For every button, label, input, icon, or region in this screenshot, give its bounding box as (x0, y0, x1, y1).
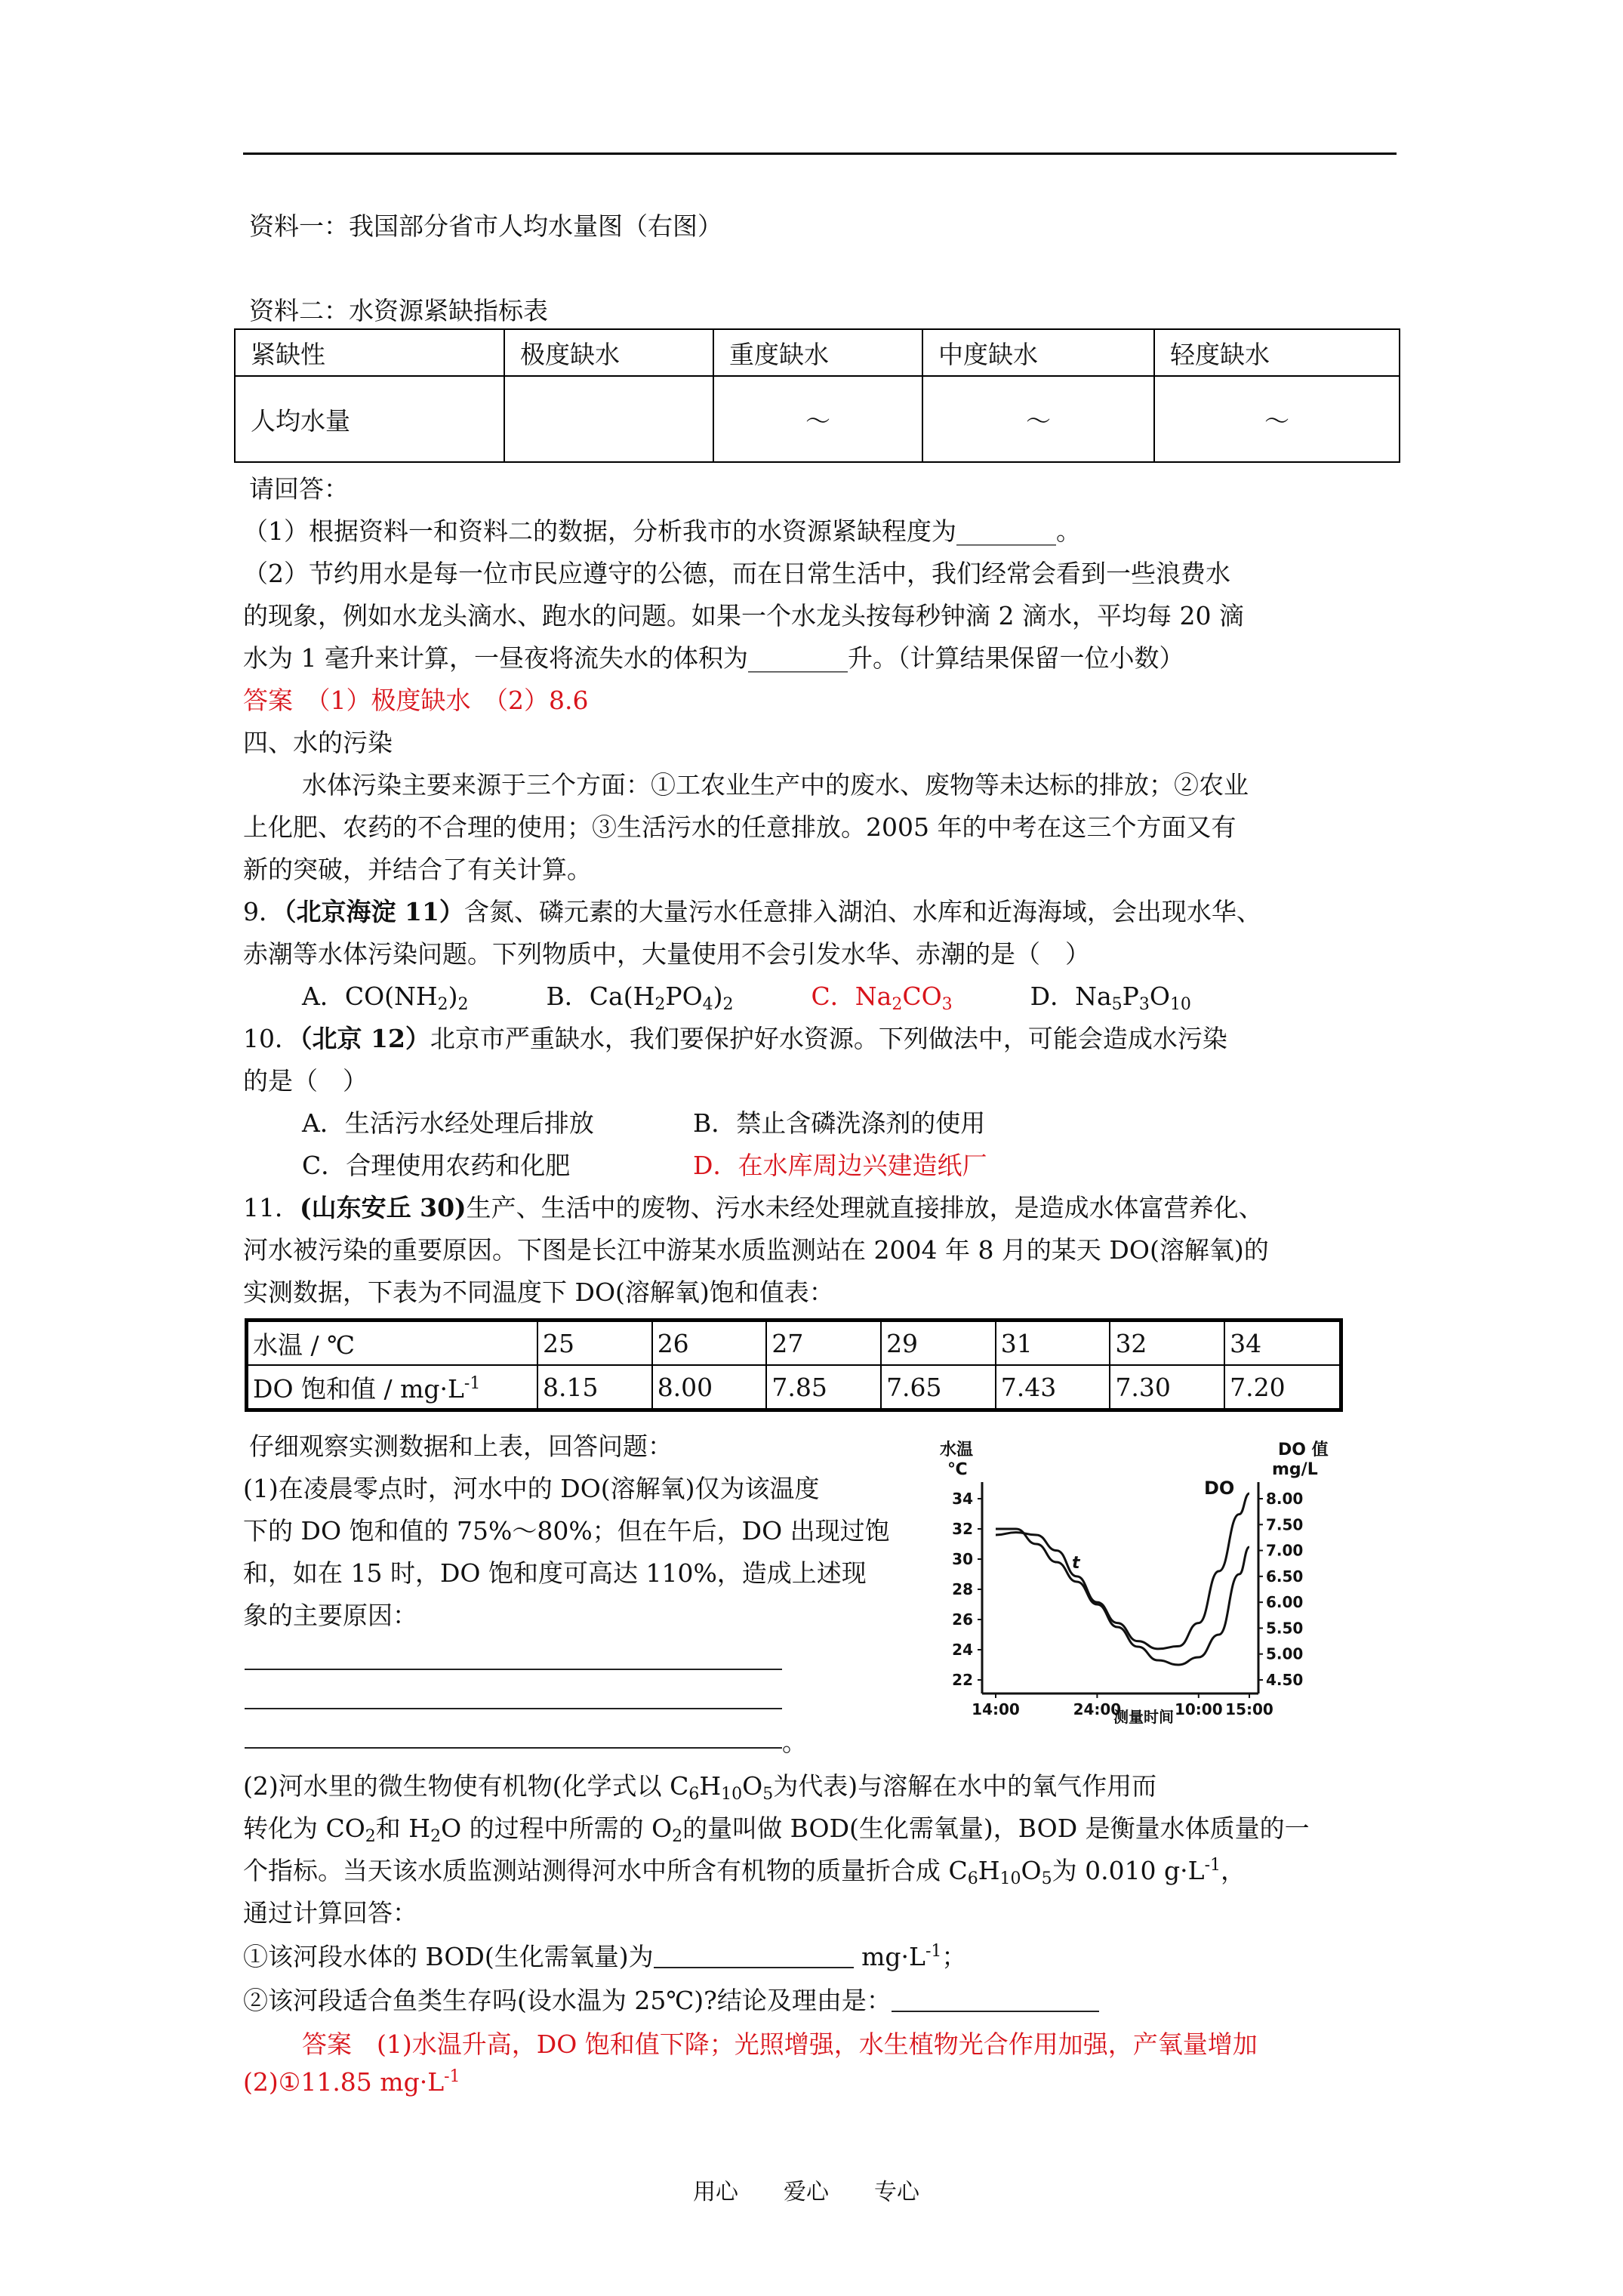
calc-question-2: ②该河段适合鱼类生存吗(设水温为 25℃)?结论及理由是： (243, 1981, 1099, 2017)
y-left-tick-label: 30 (952, 1550, 973, 1568)
series-line-DO (996, 1493, 1249, 1649)
table-cell: 34 (1224, 1321, 1341, 1366)
series-line-t (996, 1529, 1249, 1665)
prompt-label: 请回答： (249, 474, 349, 504)
question-9-line-2: 赤潮等水体污染问题。下列物质中，大量使用不会引发水华、赤潮的是（ ） (243, 939, 1090, 969)
y-left-tick-label: 34 (952, 1490, 973, 1508)
question-source: (山东安丘 30) (300, 1193, 467, 1222)
page-footer: 用心 爱心 专心 (693, 2179, 919, 2205)
series-label-t: t (1072, 1554, 1080, 1573)
subquestion-1-line: 象的主要原因： (243, 1601, 417, 1630)
subquestion-2-line-1: (2)河水里的微生物使有机物(化学式以 $C_6H_{10}O_5$为代表)与溶解在水中的氧气作用而 (243, 1771, 1157, 1804)
question-number: 11． (243, 1193, 300, 1222)
y-left-tick-label: 24 (952, 1641, 973, 1659)
answer-blank (245, 1669, 782, 1670)
question-source: （北京 12） (300, 1024, 430, 1053)
series-label-DO: DO (1204, 1478, 1235, 1499)
option-c: C．合理使用农药和化肥 (302, 1151, 571, 1180)
question-1: （1）根据资料一和资料二的数据，分析我市的水资源紧缺程度为________。 (243, 516, 1081, 546)
question-9-line-1 (243, 892, 1261, 928)
table-cell (504, 376, 713, 462)
question-source: （北京海淀 11） (284, 897, 464, 926)
table-cell: ～ (713, 376, 922, 462)
question-number: 9． (243, 897, 284, 926)
question-2-line-2: 的现象，例如水龙头滴水、跑水的问题。如果一个水龙头按每秒钟滴 2 滴水，平均每 20 滴 (243, 601, 1244, 630)
y-right-tick-label: 5.50 (1266, 1619, 1304, 1638)
option-c: C．$Na_2CO_3$ (811, 982, 953, 1014)
subquestion-1-line: 下的 DO 饱和值的 75%～80%；但在午后，DO 出现过饱 (243, 1516, 890, 1546)
subquestion-1-line: 和，如在 15 时，DO 饱和度可高达 110%，造成上述现 (243, 1558, 867, 1588)
y-right-tick-label: 7.00 (1266, 1541, 1304, 1560)
y-right-tick-label: 6.00 (1266, 1593, 1304, 1612)
answer-1: 答案 （1）极度缺水 （2）8.6 (243, 686, 589, 715)
question-11-line-1 (243, 1188, 1264, 1224)
option-d: D．在水库周边兴建造纸厂 (693, 1151, 987, 1180)
y-left-tick-label: 28 (952, 1580, 973, 1598)
question-10-line-1 (243, 1019, 1227, 1055)
table-row-label: 水温 / ℃ (247, 1321, 538, 1366)
observe-instruction: 仔细观察实测数据和上表，回答问题： (249, 1432, 673, 1461)
x-tick-label: 10:00 (1174, 1700, 1223, 1718)
table-header-cell: 重度缺水 (713, 329, 922, 376)
calc-question-1: ①该河段水体的 BOD(生化需氧量)为 $mg\cdot L^{-1}$； (243, 1942, 967, 1971)
answer-blank (245, 1708, 782, 1709)
y-left-tick-label: 26 (952, 1610, 973, 1629)
x-tick-label: 15:00 (1225, 1700, 1273, 1718)
y-left-tick-label: 32 (952, 1520, 973, 1538)
section-heading: 四、水的污染 (243, 728, 393, 757)
table-cell: 27 (766, 1321, 881, 1366)
table-cell: 7.65 (881, 1365, 996, 1410)
table-cell: 8.00 (652, 1365, 767, 1410)
question-2-line-3: 水为 1 毫升来计算，一昼夜将流失水的体积为________升。（计算结果保留一位小数） (243, 643, 1184, 673)
table-cell: 32 (1110, 1321, 1224, 1366)
question-11-line-3: 实测数据，下表为不同温度下 DO(溶解氧)饱和值表： (243, 1277, 834, 1307)
y-right-tick-label: 7.50 (1266, 1515, 1304, 1534)
answer-2-line-1: 答案 (1)水温升高，DO 饱和值下降；光照增强，水生植物光合作用加强，产氧量增加 (302, 2029, 1258, 2059)
header-rule (243, 153, 1397, 155)
table-cell: ～ (1154, 376, 1400, 462)
question-9-options (302, 977, 1191, 1012)
y-left-unit: ℃ (947, 1460, 968, 1479)
y-left-tick-label: 22 (952, 1671, 973, 1689)
table-cell: 25 (537, 1321, 652, 1366)
table-cell: 7.85 (766, 1365, 881, 1410)
subquestion-2-line-4: 通过计算回答： (243, 1898, 417, 1928)
material-one: 资料一：我国部分省市人均水量图（右图） (249, 211, 722, 241)
y-right-tick-label: 6.50 (1266, 1567, 1304, 1586)
y-right-label: DO 值 (1278, 1441, 1329, 1459)
paragraph-line: 新的突破，并结合了有关计算。 (243, 855, 592, 884)
option-a: A．$CO(NH_2)_2$ (302, 982, 469, 1014)
y-right-tick-label: 5.00 (1266, 1644, 1304, 1663)
table-row-label: 人均水量 (235, 376, 504, 462)
table-cell: 8.15 (537, 1365, 652, 1410)
subquestion-1-line: (1)在凌晨零点时，河水中的 DO(溶解氧)仅为该温度 (243, 1474, 820, 1503)
table-header-cell: 轻度缺水 (1154, 329, 1400, 376)
option-a: A．生活污水经处理后排放 (302, 1108, 594, 1138)
table-cell: 29 (881, 1321, 996, 1366)
answer-2-line-2: (2)①11.85 $mg\cdot L^{-1}$ (243, 2067, 460, 2097)
question-text: 生产、生活中的废物、污水未经处理就直接排放，是造成水体富营养化、 (466, 1193, 1264, 1222)
table-cell: 7.20 (1224, 1365, 1341, 1410)
question-10-line-2: 的是（ ） (243, 1066, 368, 1096)
table-row-label: DO 饱和值 / $mg\cdot L^{-1}$ (247, 1365, 538, 1410)
table-cell: 7.30 (1110, 1365, 1224, 1410)
question-11-line-2: 河水被污染的重要原因。下图是长江中游某水质监测站在 2004 年 8 月的某天 DO(溶解氧)的 (243, 1235, 1269, 1265)
question-text: 含氮、磷元素的大量污水任意排入湖泊、水库和近海海域，会出现水华、 (463, 897, 1261, 926)
do-saturation-table (245, 1318, 1343, 1412)
table-cell: 7.43 (996, 1365, 1110, 1410)
table-cell: ～ (922, 376, 1154, 462)
x-tick-label: 24:00 (1073, 1700, 1122, 1718)
table-cell: 31 (996, 1321, 1110, 1366)
x-tick-label: 14:00 (972, 1700, 1020, 1718)
paragraph-line: 上化肥、农药的不合理的使用；③生活污水的任意排放。2005 年的中考在这三个方面又有 (243, 812, 1236, 842)
water-scarcity-table (234, 328, 1400, 463)
y-right-tick-label: 8.00 (1266, 1490, 1304, 1508)
table-header-cell: 紧缺性 (235, 329, 504, 376)
period-mark: 。 (782, 1727, 807, 1757)
answer-blank (245, 1747, 782, 1749)
y-left-label: 水温 (940, 1441, 974, 1459)
subquestion-2-line-2: 转化为 $CO_2$和 $H_2O$ 的过程中所需的 $O_2$的量叫做 BOD(生化需氧量)，BOD 是衡量水体质量的一 (243, 1814, 1310, 1846)
y-right-unit: mg/L (1272, 1460, 1318, 1479)
paragraph-line: 水体污染主要来源于三个方面：①工农业生产中的废水、废物等未达标的排放；②农业 (302, 770, 1249, 800)
material-two: 资料二：水资源紧缺指标表 (249, 296, 548, 325)
option-b: B．禁止含磷洗涤剂的使用 (693, 1108, 986, 1138)
question-2-line-1: （2）节约用水是每一位市民应遵守的公德，而在日常生活中，我们经常会看到一些浪费水 (243, 559, 1230, 588)
subquestion-2-line-3: 个指标。当天该水质监测站测得河水中所含有机物的质量折合成 $C_6H_{10}O_5$为 0.010 $g\cdot L^{-1}$， (243, 1856, 1246, 1888)
question-number: 10． (243, 1024, 300, 1053)
question-text: 北京市严重缺水，我们要保护好水资源。下列做法中，可能会造成水污染 (430, 1024, 1227, 1053)
do-temperature-chart (925, 1438, 1347, 1725)
option-b: B．$Ca(H_2PO_4)_2$ (546, 982, 734, 1014)
y-right-tick-label: 4.50 (1266, 1671, 1304, 1689)
table-header-cell: 极度缺水 (504, 329, 713, 376)
table-header-cell: 中度缺水 (922, 329, 1154, 376)
table-cell: 26 (652, 1321, 767, 1366)
option-d: D．$Na_5P_3O_{10}$ (1030, 982, 1191, 1014)
x-axis-label: 测量时间 (1113, 1708, 1174, 1725)
